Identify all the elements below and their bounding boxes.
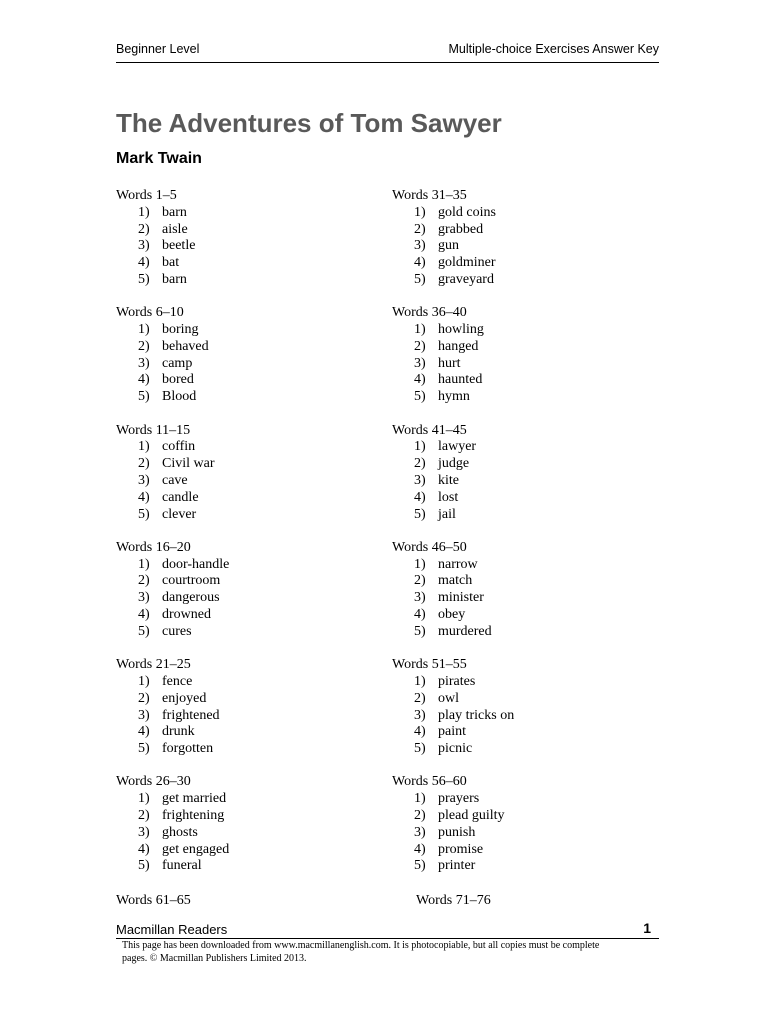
answer-word: play tricks on — [438, 707, 515, 723]
answer-group — [116, 305, 366, 422]
answer-item — [116, 825, 366, 842]
answer-item — [116, 557, 366, 574]
answer-word: boring — [162, 322, 199, 338]
group-title: Words 6–10 — [116, 305, 184, 321]
answer-word: Civil war — [162, 456, 215, 472]
group-title: Words 1–5 — [116, 188, 177, 203]
answer-item — [392, 339, 642, 356]
answer-word: punish — [438, 824, 476, 840]
answer-word: candle — [162, 489, 199, 505]
answer-word: frightening — [162, 808, 225, 824]
group-title: Words 51–55 — [392, 657, 467, 673]
answer-item — [116, 674, 366, 691]
answer-number: 3) — [138, 590, 150, 606]
answer-word: dangerous — [162, 590, 220, 606]
answer-word: drunk — [162, 724, 195, 740]
answer-item — [392, 557, 642, 574]
answer-word: grabbed — [438, 221, 484, 237]
publisher-series: Macmillan Readers — [116, 922, 228, 937]
answer-item — [392, 724, 642, 741]
author-name: Mark Twain — [116, 150, 202, 167]
answer-number: 1) — [138, 556, 150, 572]
answer-item — [392, 858, 642, 875]
answer-number: 3) — [138, 355, 150, 371]
answer-word: lawyer — [438, 439, 477, 455]
answer-item — [392, 456, 642, 473]
answer-word: frightened — [162, 707, 220, 723]
group-title-words-61-65: Words 61–65 — [116, 893, 191, 908]
answer-number: 3) — [414, 824, 426, 840]
answer-item — [392, 507, 642, 524]
answer-group — [116, 657, 366, 774]
answer-item — [392, 222, 642, 239]
answer-word: match — [438, 573, 473, 589]
answer-word: clever — [162, 506, 197, 522]
group-title: Words 56–60 — [392, 774, 467, 790]
answer-word: howling — [438, 322, 484, 338]
answer-number: 2) — [138, 221, 150, 237]
answer-number: 3) — [414, 238, 426, 254]
answer-item — [392, 255, 642, 272]
answer-item — [116, 791, 366, 808]
answer-number: 4) — [138, 489, 150, 505]
answer-word: camp — [162, 355, 193, 371]
answer-number: 3) — [414, 707, 426, 723]
group-title-words-71-76: Words 71–76 — [416, 893, 491, 908]
answer-number: 4) — [138, 841, 150, 857]
answer-item — [116, 372, 366, 389]
answer-number: 1) — [414, 556, 426, 572]
answer-number: 1) — [414, 791, 426, 807]
answer-word: murdered — [438, 623, 492, 639]
answer-group — [392, 540, 642, 657]
answer-item — [116, 624, 366, 641]
answer-word: beetle — [162, 238, 196, 254]
answer-item — [392, 624, 642, 641]
answer-number: 2) — [138, 338, 150, 354]
answer-number: 1) — [414, 673, 426, 689]
answer-number: 4) — [414, 724, 426, 740]
answer-item — [116, 339, 366, 356]
answer-number: 5) — [414, 271, 426, 287]
answer-item — [116, 389, 366, 406]
page-title: The Adventures of Tom Sawyer — [116, 108, 502, 138]
answer-number: 2) — [414, 690, 426, 706]
answer-number: 4) — [414, 607, 426, 623]
answer-item — [116, 456, 366, 473]
answer-number: 1) — [138, 791, 150, 807]
answer-item — [116, 473, 366, 490]
answer-number: 5) — [414, 858, 426, 874]
copyright-notice: This page has been downloaded from www.macmillanenglish.com. It is photocopiable, but all copies must be complete pages. © Macmillan Publishers Limited 2013. — [122, 940, 600, 964]
answer-number: 2) — [414, 221, 426, 237]
answer-item — [392, 674, 642, 691]
answer-word: coffin — [162, 439, 196, 455]
answer-word: cures — [162, 623, 192, 639]
answer-item — [116, 222, 366, 239]
answer-word: Blood — [162, 389, 197, 405]
header-level: Beginner Level — [116, 42, 200, 56]
answer-group — [116, 188, 366, 305]
answer-word: picnic — [438, 741, 473, 757]
answer-item — [392, 791, 642, 808]
answer-word: jail — [438, 506, 456, 522]
answer-item — [116, 590, 366, 607]
answer-word: funeral — [162, 858, 202, 874]
group-title: Words 26–30 — [116, 774, 191, 790]
answer-number: 2) — [138, 808, 150, 824]
answer-number: 4) — [138, 607, 150, 623]
answer-item — [116, 708, 366, 725]
answer-group — [116, 774, 366, 891]
answer-number: 3) — [414, 355, 426, 371]
answer-number: 4) — [414, 372, 426, 388]
answer-word: promise — [438, 841, 484, 857]
answer-word: plead guilty — [438, 808, 505, 824]
answer-number: 4) — [138, 255, 150, 271]
answer-item — [116, 858, 366, 875]
answer-number: 2) — [414, 338, 426, 354]
group-title: Words 31–35 — [392, 188, 467, 203]
answer-item — [392, 439, 642, 456]
answer-item — [392, 708, 642, 725]
answer-word: obey — [438, 607, 466, 623]
answer-item — [392, 473, 642, 490]
group-title: Words 21–25 — [116, 657, 191, 673]
answer-group — [116, 423, 366, 540]
answer-word: behaved — [162, 338, 209, 354]
answer-item — [116, 691, 366, 708]
answer-word: aisle — [162, 221, 188, 237]
answer-item — [116, 808, 366, 825]
answer-item — [116, 255, 366, 272]
answer-group — [392, 188, 642, 305]
answer-word: narrow — [438, 556, 478, 572]
answer-word: hanged — [438, 338, 479, 354]
answer-item — [392, 272, 642, 289]
answer-word: lost — [438, 489, 459, 505]
answer-number: 5) — [138, 741, 150, 757]
answer-number: 2) — [138, 456, 150, 472]
answer-number: 5) — [414, 741, 426, 757]
answer-number: 1) — [414, 322, 426, 338]
answer-word: get married — [162, 791, 227, 807]
answer-item — [392, 808, 642, 825]
answer-item — [392, 691, 642, 708]
answer-word: kite — [438, 472, 459, 488]
answer-column-left — [116, 188, 366, 892]
group-title: Words 41–45 — [392, 422, 467, 438]
answer-item — [392, 573, 642, 590]
answer-number: 2) — [414, 456, 426, 472]
answer-word: forgotten — [162, 741, 214, 757]
answer-item — [116, 439, 366, 456]
answer-number: 3) — [414, 590, 426, 606]
header-doc-type: Multiple-choice Exercises Answer Key — [448, 42, 659, 56]
answer-item — [116, 573, 366, 590]
answer-number: 2) — [138, 690, 150, 706]
answer-word: goldminer — [438, 255, 496, 271]
answer-word: printer — [438, 858, 476, 874]
answer-item — [116, 322, 366, 339]
answer-group — [392, 305, 642, 422]
answer-word: judge — [438, 456, 470, 472]
answer-item — [392, 741, 642, 758]
answer-item — [392, 607, 642, 624]
answer-number: 3) — [414, 472, 426, 488]
answer-number: 4) — [414, 255, 426, 271]
answer-number: 1) — [138, 439, 150, 455]
answer-number: 1) — [138, 322, 150, 338]
answer-word: cave — [162, 472, 188, 488]
answer-word: bored — [162, 372, 194, 388]
answer-word: graveyard — [438, 271, 494, 287]
answer-number: 4) — [138, 372, 150, 388]
answer-number: 3) — [138, 472, 150, 488]
answer-number: 1) — [414, 204, 426, 220]
answer-word: paint — [438, 724, 466, 740]
answer-item — [116, 724, 366, 741]
answer-item — [392, 238, 642, 255]
answer-item — [116, 272, 366, 289]
answer-column-right — [392, 188, 642, 892]
answer-word: enjoyed — [162, 690, 207, 706]
answer-word: courtroom — [162, 573, 221, 589]
group-title: Words 11–15 — [116, 422, 191, 438]
answer-item — [116, 356, 366, 373]
answer-number: 2) — [138, 573, 150, 589]
answer-number: 3) — [138, 238, 150, 254]
answer-group — [392, 423, 642, 540]
answer-number: 4) — [414, 841, 426, 857]
answer-item — [116, 842, 366, 859]
answer-word: hurt — [438, 355, 461, 371]
answer-word: prayers — [438, 791, 480, 807]
page-header — [116, 42, 659, 63]
answer-number: 5) — [138, 506, 150, 522]
answer-item — [392, 842, 642, 859]
answer-item — [116, 507, 366, 524]
answer-word: drowned — [162, 607, 211, 623]
answer-group — [392, 657, 642, 774]
answer-number: 1) — [138, 204, 150, 220]
answer-word: owl — [438, 690, 459, 706]
answer-group — [116, 540, 366, 657]
answer-number: 5) — [414, 623, 426, 639]
page-number: 1 — [643, 920, 651, 936]
answer-word: door-handle — [162, 556, 230, 572]
answer-word: minister — [438, 590, 484, 606]
answer-item — [392, 205, 642, 222]
group-title: Words 36–40 — [392, 305, 467, 321]
answer-number: 5) — [138, 858, 150, 874]
answer-word: hymn — [438, 389, 470, 405]
answer-item — [116, 490, 366, 507]
answer-word: barn — [162, 271, 187, 287]
answer-item — [392, 322, 642, 339]
answer-item — [116, 205, 366, 222]
answer-item — [392, 825, 642, 842]
answer-word: fence — [162, 673, 193, 689]
answer-group — [392, 774, 642, 891]
group-title: Words 46–50 — [392, 539, 467, 555]
answer-word: barn — [162, 204, 187, 220]
answer-number: 5) — [138, 623, 150, 639]
answer-word: gun — [438, 238, 459, 254]
answer-word: gold coins — [438, 204, 496, 220]
answer-item — [392, 490, 642, 507]
answer-item — [392, 356, 642, 373]
answer-number: 5) — [414, 389, 426, 405]
answer-word: bat — [162, 255, 180, 271]
answer-number: 5) — [414, 506, 426, 522]
answer-number: 2) — [414, 808, 426, 824]
answer-number: 1) — [414, 439, 426, 455]
answer-item — [392, 372, 642, 389]
answer-item — [392, 590, 642, 607]
answer-number: 2) — [414, 573, 426, 589]
answer-word: pirates — [438, 673, 476, 689]
answer-number: 3) — [138, 824, 150, 840]
answer-number: 5) — [138, 271, 150, 287]
answer-word: get engaged — [162, 841, 230, 857]
answer-item — [116, 238, 366, 255]
answer-word: ghosts — [162, 824, 198, 840]
answer-number: 4) — [138, 724, 150, 740]
answer-word: haunted — [438, 372, 483, 388]
answer-number: 1) — [138, 673, 150, 689]
answer-number: 3) — [138, 707, 150, 723]
answer-item — [116, 741, 366, 758]
answer-item — [116, 607, 366, 624]
answer-number: 4) — [414, 489, 426, 505]
answer-number: 5) — [138, 389, 150, 405]
group-title: Words 16–20 — [116, 539, 191, 555]
page-footer — [116, 920, 659, 939]
answer-item — [392, 389, 642, 406]
